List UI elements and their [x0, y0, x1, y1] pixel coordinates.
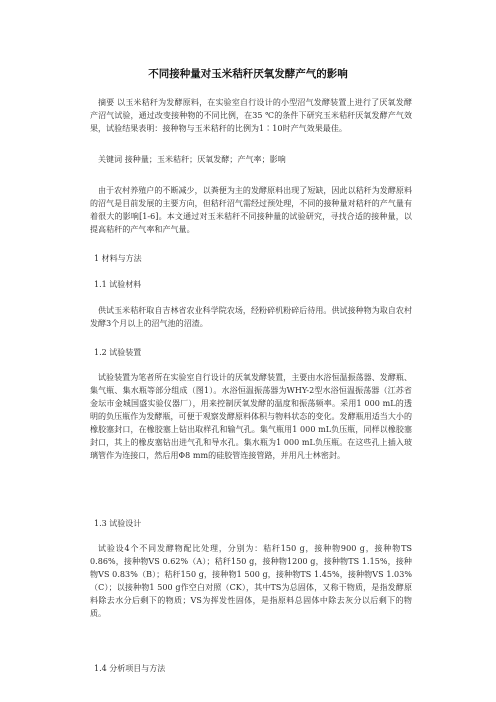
- section-heading-1-3: 1.3 试验设计: [94, 519, 142, 528]
- apparatus-paragraph: 试验装置为笔者所在实验室自行设计的厌氧发酵装置，主要由水浴恒温振荡器、发酵瓶、集气瓶、集水瓶等部分组成（图1）。水浴恒温振荡器为WHY-2型水浴恒温振荡器（江苏省金坛市金城国盛实验仪器厂），用来控制厌氧发酵的温度和振荡频率。采用1 000 mL的透明的负压瓶作为发酵瓶，可便于观察发酵原料体积与物料状态的变化。发酵瓶用适当大小的橡胶塞封口，在橡胶塞上钻出取样孔和输气孔。集气瓶用1 000 mL负压瓶，同样以橡胶塞封口，其上的橡皮塞钻出进气孔和导水孔。集水瓶为1 000 mL负压瓶。在这些孔上插入玻璃管作为连接口，然后用Φ8 mm的硅胶管连接管路，并用凡士林密封。: [90, 373, 412, 460]
- keywords: 关键词 接种量；玉米秸秆；厌氧发酵；产气率；影响: [98, 155, 286, 164]
- section-heading-1-1: 1.1 试验材料: [94, 280, 142, 289]
- abstract: 摘要 以玉米秸秆为发酵原料，在实验室自行设计的小型沼气发酵装置上进行了厌氧发酵产沼气试验，通过改变接种物的不同比例，在35 ℃的条件下研究玉米秸秆厌氧发酵产气效果，试验结果表明：接种物与玉米秸秆的比例为1∶10时产气效果最佳。: [90, 98, 412, 133]
- design-paragraph: 试验设4个不同发酵物配比处理，分别为：秸秆150 g，接种物900 g，接种物TS 0.86%，接种物VS 0.62%（A）；秸秆150 g，接种物1200 g，接种物TS 1.15%，接种物VS 0.83%（B）；秸秆150 g，接种物1 500 g，接种物TS 1.45%，接种物VS 1.03%（C）；以接种物1 500 g作空白对照（CK），其中TS为总固体，又称干物质，是指发酵原料除去水分后剩下的物质；VS为挥发性固体，是指原料总固体中除去灰分以后剩下的物质。: [90, 544, 412, 618]
- section-heading-1-4: 1.4 分析项目与方法: [94, 664, 166, 673]
- materials-paragraph: 供试玉米秸秆取自吉林省农业科学院农场，经粉碎机粉碎后待用。供试接种物为取自农村发酵3个月以上的沼气池的沼渣。: [90, 306, 412, 328]
- section-heading-1: 1 材料与方法: [94, 254, 142, 263]
- paper-title: 不同接种量对玉米秸秆厌氧发酵产气的影响: [148, 68, 348, 80]
- section-heading-1-2: 1.2 试验装置: [94, 348, 142, 357]
- intro-paragraph: 由于农村养殖户的不断减少，以粪便为主的发酵原料出现了短缺，因此以秸秆为发酵原料的沼气是目前发展的主要方向，但秸秆沼气需经过预处理，不同的接种量对秸秆的产气量有着很大的影响[1-6]。本文通过对玉米秸秆不同接种量的试验研究，寻找合适的接种量，以提高秸秆的产气率和产气量。: [90, 186, 412, 234]
